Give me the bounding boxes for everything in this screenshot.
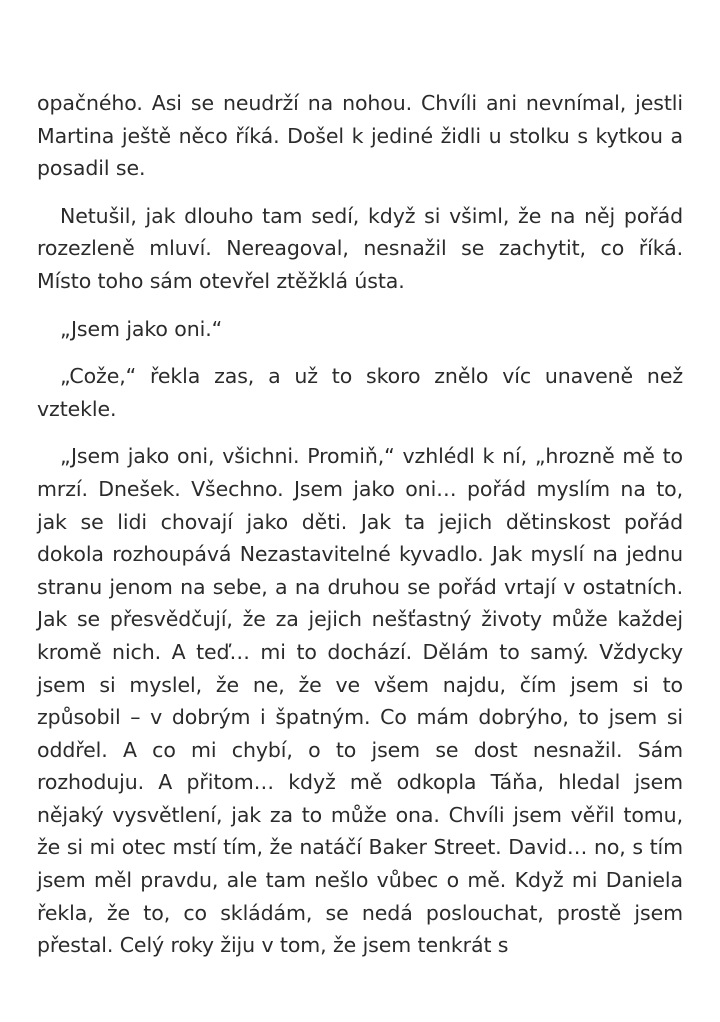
paragraph-1: opačného. Asi se neudrží na nohou. Chvíli ani nevnímal, jestli Martina ještě něco říká. Došel k jediné židli u stolku s kytkou a posadil se.	[37, 91, 683, 181]
paragraph-2: Netušil, jak dlouho tam sedí, když si všiml, že na něj pořád rozezleně mluví. Nereagoval, nesnažil se zachytit, co říká. Místo toho sám otevřel ztěžklá ústa.	[37, 203, 683, 293]
book-page-text	[37, 87, 683, 977]
paragraph-4: „Cože,“ řekla zas, a už to skoro znělo víc unaveně než vztekle.	[37, 364, 683, 421]
paragraph-3: „Jsem jako oni.“	[60, 316, 223, 341]
paragraph-5: „Jsem jako oni, všichni. Promiň,“ vzhlédl k ní, „hrozně mě to mrzí. Dnešek. Všechno. Jsem jako oni… pořád myslím na to, jak se lidi chovají jako děti. Jak ta jejich dětinskost pořád dokola rozhoupává Nezastavitelné kyvadlo. Jak myslí na jednu stranu jenom na sebe, a na druhou se pořád vrtají v ostatních. Jak se přesvědčují, že za jejich nešťastný životy může každej kromě nich. A teď… mi to dochází. Dělám to samý. Vždycky jsem si myslel, že ne, že ve všem najdu, čím jsem si to způsobil – v dobrým i špatným. Co mám dobrýho, to jsem si oddřel. A co mi chybí, o to jsem se dost nesnažil. Sám rozhoduju. A přitom… když mě odkopla Táňa, hledal jsem nějaký vysvětlení, jak za to může ona. Chvíli jsem věřil tomu, že si mi otec mstí tím, že natáčí Baker Street. David… no, s tím jsem měl pravdu, ale tam nešlo vůbec o mě. Když mi Daniela řekla, že to, co skládám, se nedá poslouchat, prostě jsem přestal. Celý roky žiju v tom, že jsem tenkrát s	[37, 444, 683, 958]
